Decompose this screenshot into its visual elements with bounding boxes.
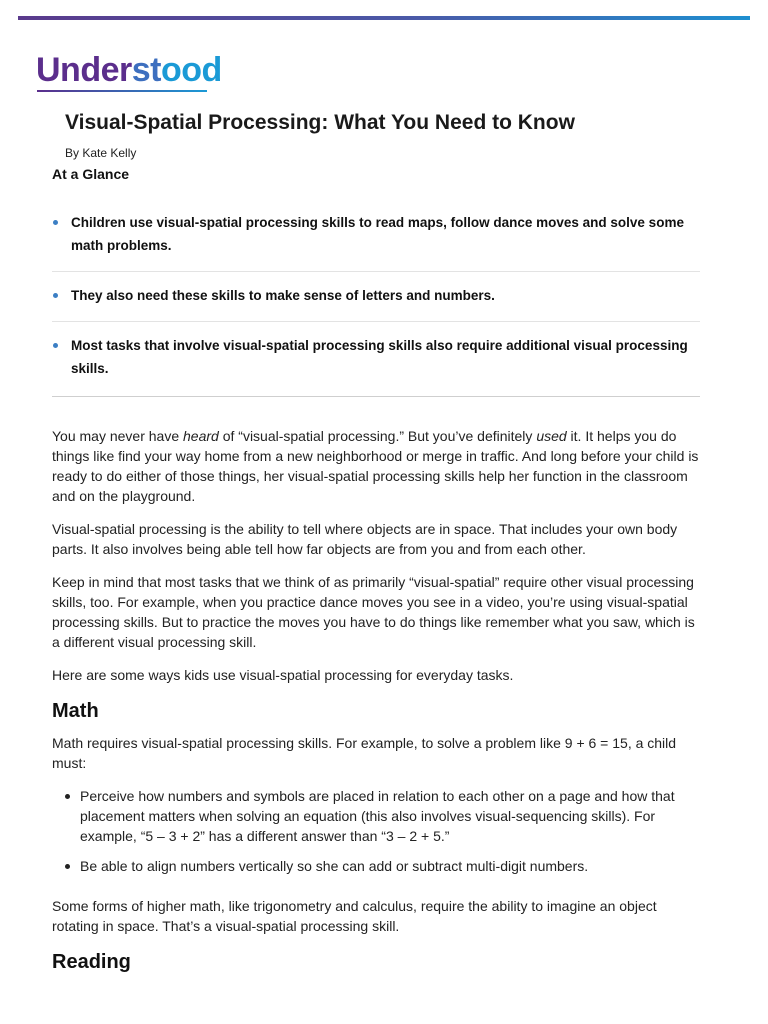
top-accent-bar <box>18 16 750 20</box>
at-a-glance-list <box>52 205 700 397</box>
body-paragraph: Here are some ways kids use visual-spatial processing for everyday tasks. <box>52 667 514 683</box>
glance-item-text: Most tasks that involve visual-spatial processing skills also require additional visual processing skills. <box>71 338 688 376</box>
list-item <box>80 856 700 876</box>
math-list <box>52 786 700 876</box>
article-body <box>52 426 700 984</box>
logo-text-part3: ood <box>160 51 222 89</box>
article-byline: By Kate Kelly <box>65 146 137 160</box>
text-run: You may never have <box>52 428 184 444</box>
bullet-dot-icon <box>65 794 70 799</box>
list-item-text: Be able to align numbers vertically so she can add or subtract multi-digit numbers. <box>80 858 589 874</box>
glance-item <box>52 322 700 397</box>
body-paragraph: Some forms of higher math, like trigonometry and calculus, require the ability to imagine an object rotating in space. That’s a visual-spatial processing skill. <box>52 898 657 934</box>
glance-item-text: Children use visual-spatial processing skills to read maps, follow dance moves and solve some math problems. <box>71 215 684 253</box>
section-heading-math: Math <box>52 700 99 722</box>
logo-underline <box>37 90 207 92</box>
article-title: Visual-Spatial Processing: What You Need to Know <box>65 111 575 134</box>
bullet-dot-icon <box>65 864 70 869</box>
list-item <box>80 786 700 846</box>
bullet-dot-icon <box>53 293 58 298</box>
emphasis-text: heard <box>183 428 219 444</box>
body-paragraph: Math requires visual-spatial processing skills. For example, to solve a problem like 9 + 6 = 15, a child must: <box>52 735 677 771</box>
glance-item <box>52 205 700 272</box>
logo-text-part1: Under <box>36 51 132 89</box>
section-heading-reading: Reading <box>52 951 131 973</box>
list-item-text: Perceive how numbers and symbols are placed in relation to each other on a page and how that placement matters when solving an equation (this also involves visual-sequencing skills). For example, “5 – 3 + 2” has a different answer than “3 – 2 + 5.” <box>80 788 675 844</box>
at-a-glance-heading: At a Glance <box>52 166 130 182</box>
logo-text-part2: st <box>131 51 161 89</box>
understood-logo[interactable] <box>36 50 222 90</box>
body-paragraph: Visual-spatial processing is the ability to tell where objects are in space. That includes your own body parts. It also involves being able tell how far objects are from you and from each other. <box>52 521 678 557</box>
body-paragraph <box>52 426 700 506</box>
text-run: of “visual-spatial processing.” But you’ve definitely <box>218 428 537 444</box>
text-run: it. It helps you do things like find your way home from a new neighborhood or merge in traffic. And long before your child is ready to do either of those things, her visual-spatial processing skills help her function in the classroom and on the playground. <box>52 428 699 504</box>
glance-item <box>52 272 700 322</box>
body-paragraph: Keep in mind that most tasks that we think of as primarily “visual-spatial” require other visual processing skills, too. For example, when you practice dance moves you see in a video, you’re using visual-spatial processing skills. But to practice the moves you have to do things like remember what you saw, which is a different visual processing skill. <box>52 574 695 650</box>
bullet-dot-icon <box>53 220 58 225</box>
bullet-dot-icon <box>53 343 58 348</box>
glance-item-text: They also need these skills to make sense of letters and numbers. <box>71 288 495 303</box>
emphasis-text: used <box>536 428 567 444</box>
